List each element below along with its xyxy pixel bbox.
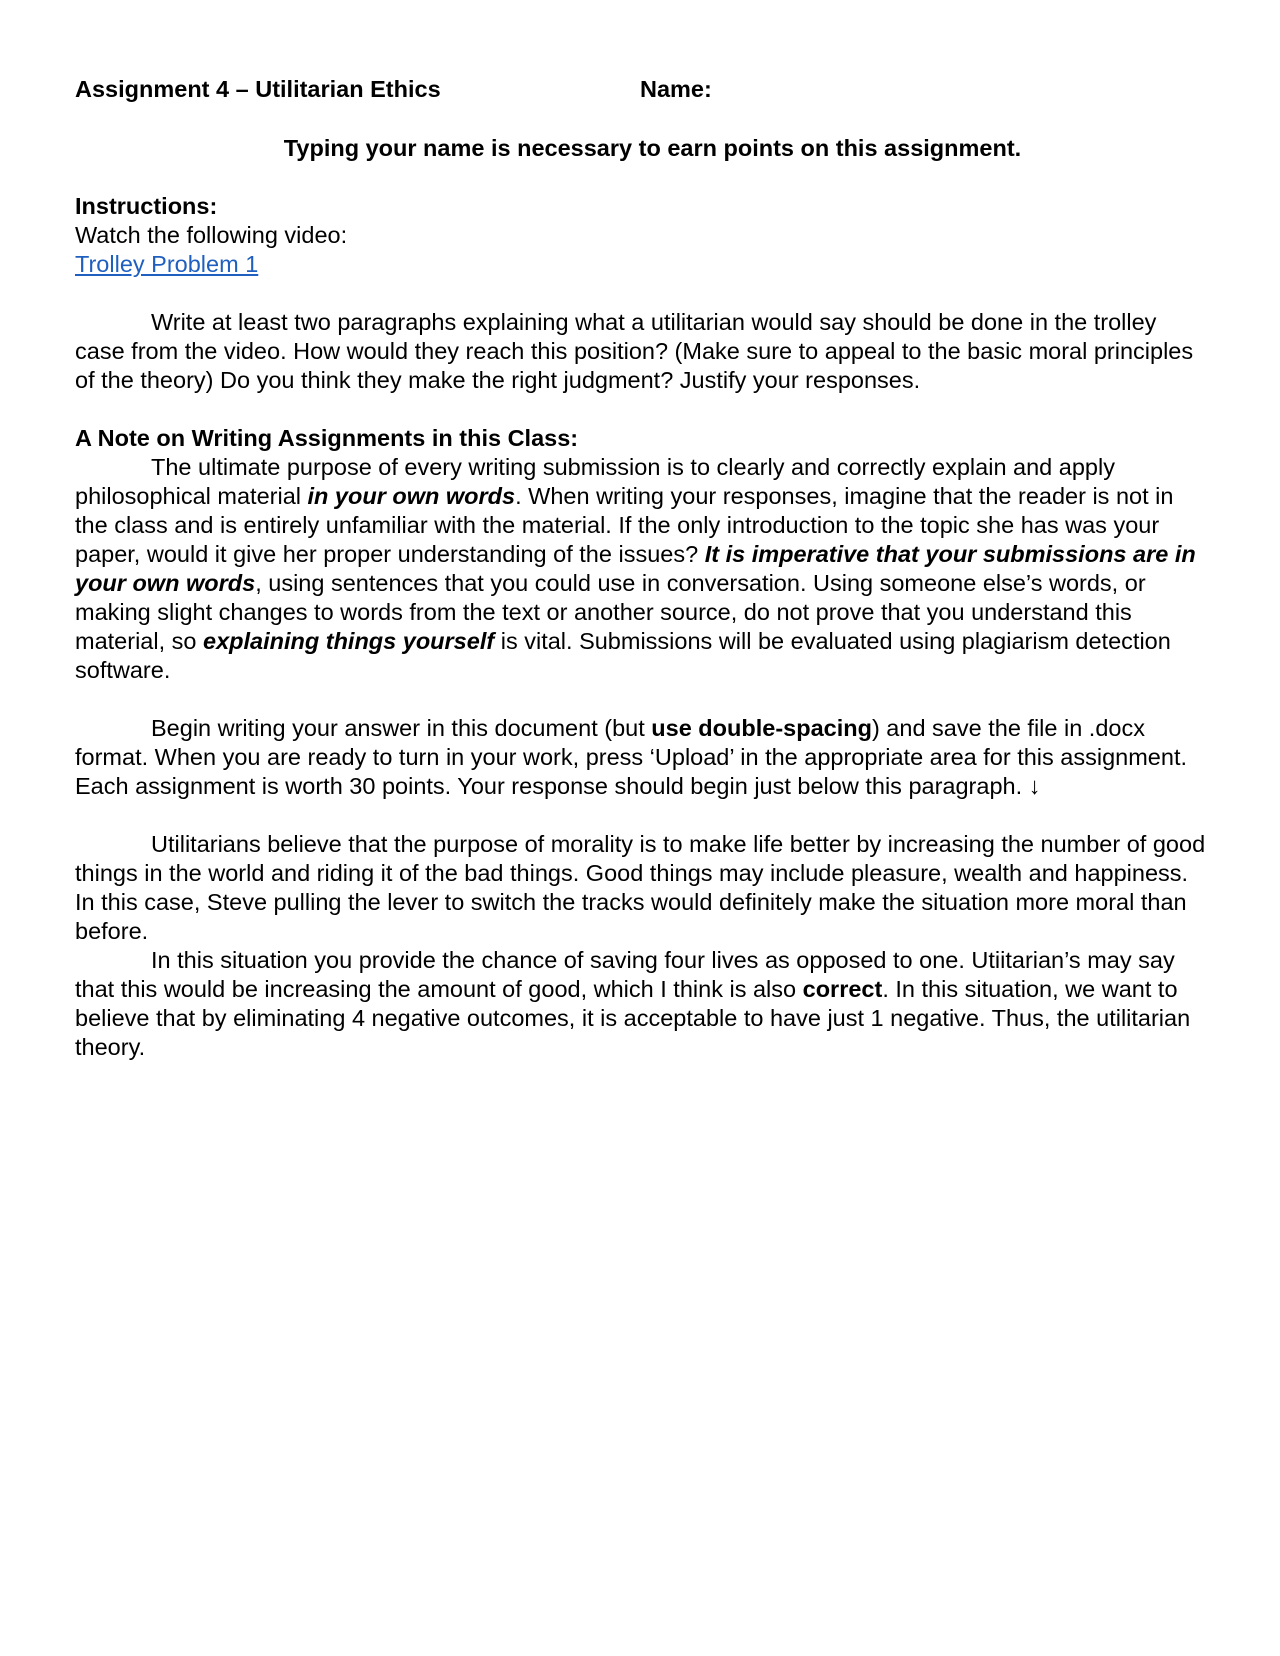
spacer bbox=[75, 801, 1210, 830]
spacer bbox=[75, 279, 1210, 308]
response-text: In this situation you provide the chance of saving four lives as opposed to one. Utiitarian’s may say that this would be increasing the amount of good, which I think is also bbox=[75, 947, 1175, 1002]
note-paragraph-2 bbox=[75, 714, 1210, 801]
emphasis-explaining: explaining things yourself bbox=[203, 628, 495, 654]
header-line bbox=[75, 75, 1210, 104]
spacer bbox=[75, 685, 1210, 714]
note-paragraph-1 bbox=[75, 453, 1210, 685]
emphasis-imperative: It is imperative that your submissions are in your own words bbox=[75, 541, 1196, 596]
document-page bbox=[75, 75, 1210, 1062]
note-text: ) and save the file in .docx format. When you are ready to turn in your work, press ‘Upload’ in the appropriate area for this assignment. Each assignment is worth 30 points. Your response should begin just below this paragraph. ↓ bbox=[75, 715, 1188, 799]
spacer bbox=[75, 395, 1210, 424]
instructions-heading: Instructions: bbox=[75, 193, 218, 219]
note-text: is vital. Submissions will be evaluated using plagiarism detection software. bbox=[75, 628, 1171, 683]
emphasis-own-words: in your own words bbox=[307, 483, 516, 509]
emphasis-double-spacing: use double-spacing bbox=[651, 715, 872, 741]
note-text: . When writing your responses, imagine that the reader is not in the class and is entirely unfamiliar with the material. If the only introduction to the topic she has was your paper, would it give her proper understanding of the issues? bbox=[75, 483, 1174, 567]
trolley-problem-link[interactable]: Trolley Problem 1 bbox=[75, 251, 259, 277]
spacer bbox=[75, 163, 1210, 192]
note-text: Begin writing your answer in this document (but bbox=[151, 715, 652, 741]
response-text: . In this situation, we want to believe that by eliminating 4 negative outcomes, it is acceptable to have just 1 negative. Thus, the utilitarian theory. bbox=[75, 976, 1191, 1060]
note-text: , using sentences that you could use in conversation. Using someone else’s words, or making slight changes to words from the text or another source, do not prove that you understand this material, so bbox=[75, 570, 1146, 654]
assignment-prompt: Write at least two paragraphs explaining what a utilitarian would say should be done in the trolley case from the video. How would they reach this position? (Make sure to appeal to the basic moral principles of the theory) Do you think they make the right judgment? Justify your responses. bbox=[75, 309, 1194, 393]
emphasis-correct: correct bbox=[802, 976, 883, 1002]
note-text: The ultimate purpose of every writing submission is to clearly and correctly explain and apply philosophical material bbox=[75, 454, 1115, 509]
watch-video-text: Watch the following video: bbox=[75, 222, 348, 248]
name-label: Name: bbox=[640, 76, 712, 102]
response-paragraph-2[interactable] bbox=[75, 946, 1210, 1062]
response-paragraph-1[interactable]: Utilitarians believe that the purpose of morality is to make life better by increasing the number of good things in the world and riding it of the bad things. Good things may include pleasure, wealth and happiness. In this case, Steve pulling the lever to switch the tracks would definitely make the situation more moral than before. bbox=[75, 831, 1206, 944]
name-notice: Typing your name is necessary to earn points on this assignment. bbox=[283, 135, 1022, 161]
note-heading: A Note on Writing Assignments in this Class: bbox=[75, 425, 579, 451]
assignment-title: Assignment 4 – Utilitarian Ethics bbox=[75, 76, 441, 102]
